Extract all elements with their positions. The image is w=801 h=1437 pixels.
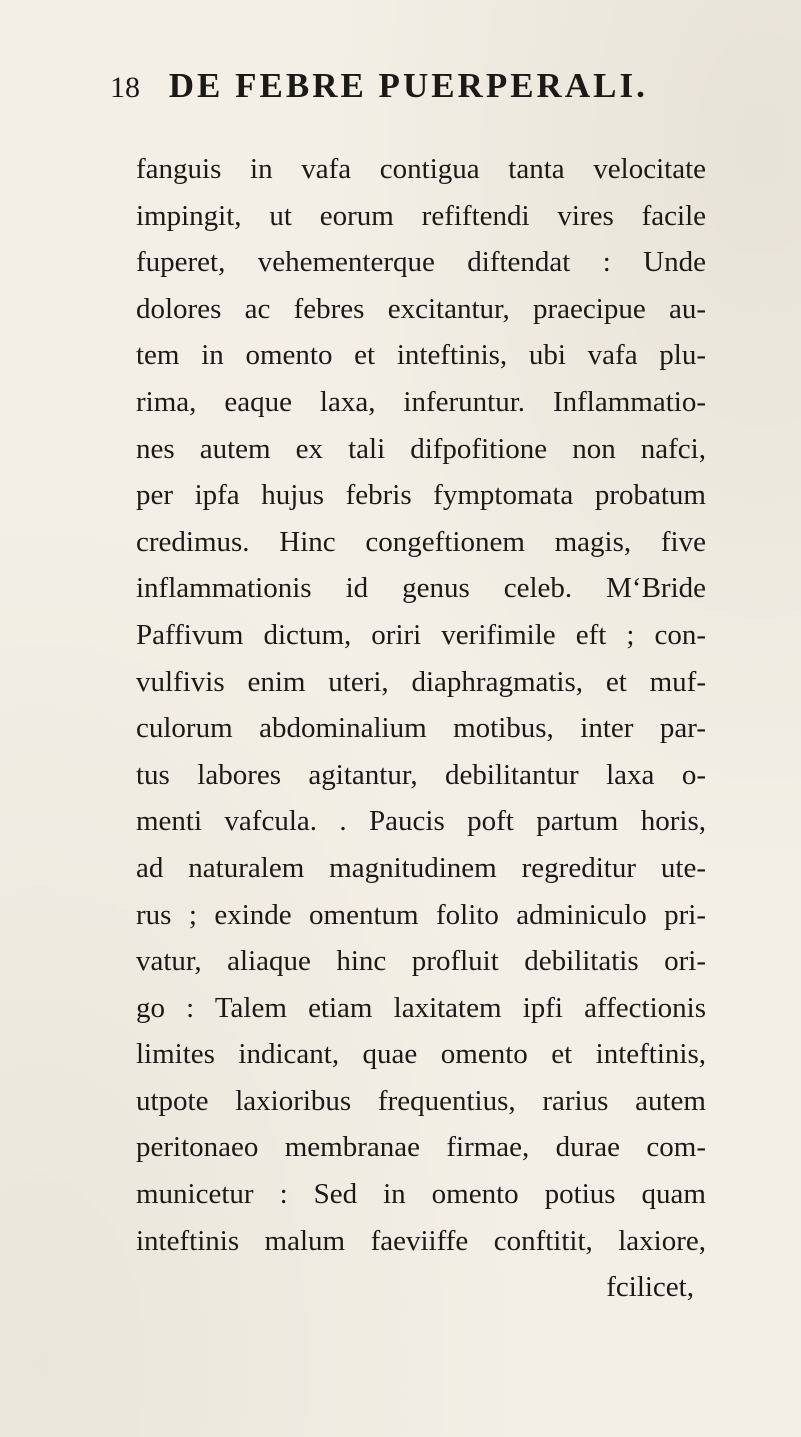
text-line: Paffivum dictum, oriri verifimile eft ; con-: [136, 618, 706, 651]
text-line: menti vafcula. . Paucis poft partum horis,: [136, 805, 706, 838]
text-line: rima, eaque laxa, inferuntur. Inflammatio-: [136, 385, 706, 418]
text-line: nes autem ex tali difpofitione non nafci,: [136, 432, 706, 465]
text-line: inteftinis malum faeviiffe conftitit, laxiore,: [136, 1224, 706, 1257]
text-line: vatur, aliaque hinc profluit debilitatis ori-: [136, 945, 706, 978]
text-line: peritonaeo membranae firmae, durae com-: [136, 1131, 706, 1164]
text-line: inflammationis id genus celeb. M‘Bride: [136, 572, 706, 605]
running-head: [110, 66, 710, 116]
catchword: fcilicet,: [606, 1271, 694, 1304]
text-line: rus ; exinde omentum folito adminiculo pri-: [136, 898, 706, 931]
running-title: DE FEBRE PUERPERALI.: [168, 66, 648, 105]
page-number: 18: [110, 71, 140, 104]
text-line: dolores ac febres excitantur, praecipue au-: [136, 292, 706, 325]
text-line: impingit, ut eorum refiftendi vires facile: [136, 199, 706, 232]
text-line: utpote laxioribus frequentius, rarius autem: [136, 1084, 706, 1117]
text-line: ad naturalem magnitudinem regreditur ute-: [136, 851, 706, 884]
text-line: per ipfa hujus febris fymptomata probatum: [136, 479, 706, 512]
text-line: tus labores agitantur, debilitantur laxa o-: [136, 758, 706, 791]
text-line: vulfivis enim uteri, diaphragmatis, et muf-: [136, 665, 706, 698]
text-line: limites indicant, quae omento et inteftinis,: [136, 1038, 706, 1071]
text-line: municetur : Sed in omento potius quam: [136, 1178, 706, 1211]
text-line: fanguis in vafa contigua tanta velocitate: [136, 153, 706, 185]
text-line: tem in omento et inteftinis, ubi vafa plu-: [136, 339, 706, 372]
text-line: fuperet, vehementerque diftendat : Unde: [136, 246, 706, 279]
text-line: credimus. Hinc congeftionem magis, five: [136, 525, 706, 558]
text-line: culorum abdominalium motibus, inter par-: [136, 712, 706, 745]
body-text: [136, 146, 706, 1311]
text-line: go : Talem etiam laxitatem ipfi affectionis: [136, 991, 706, 1024]
